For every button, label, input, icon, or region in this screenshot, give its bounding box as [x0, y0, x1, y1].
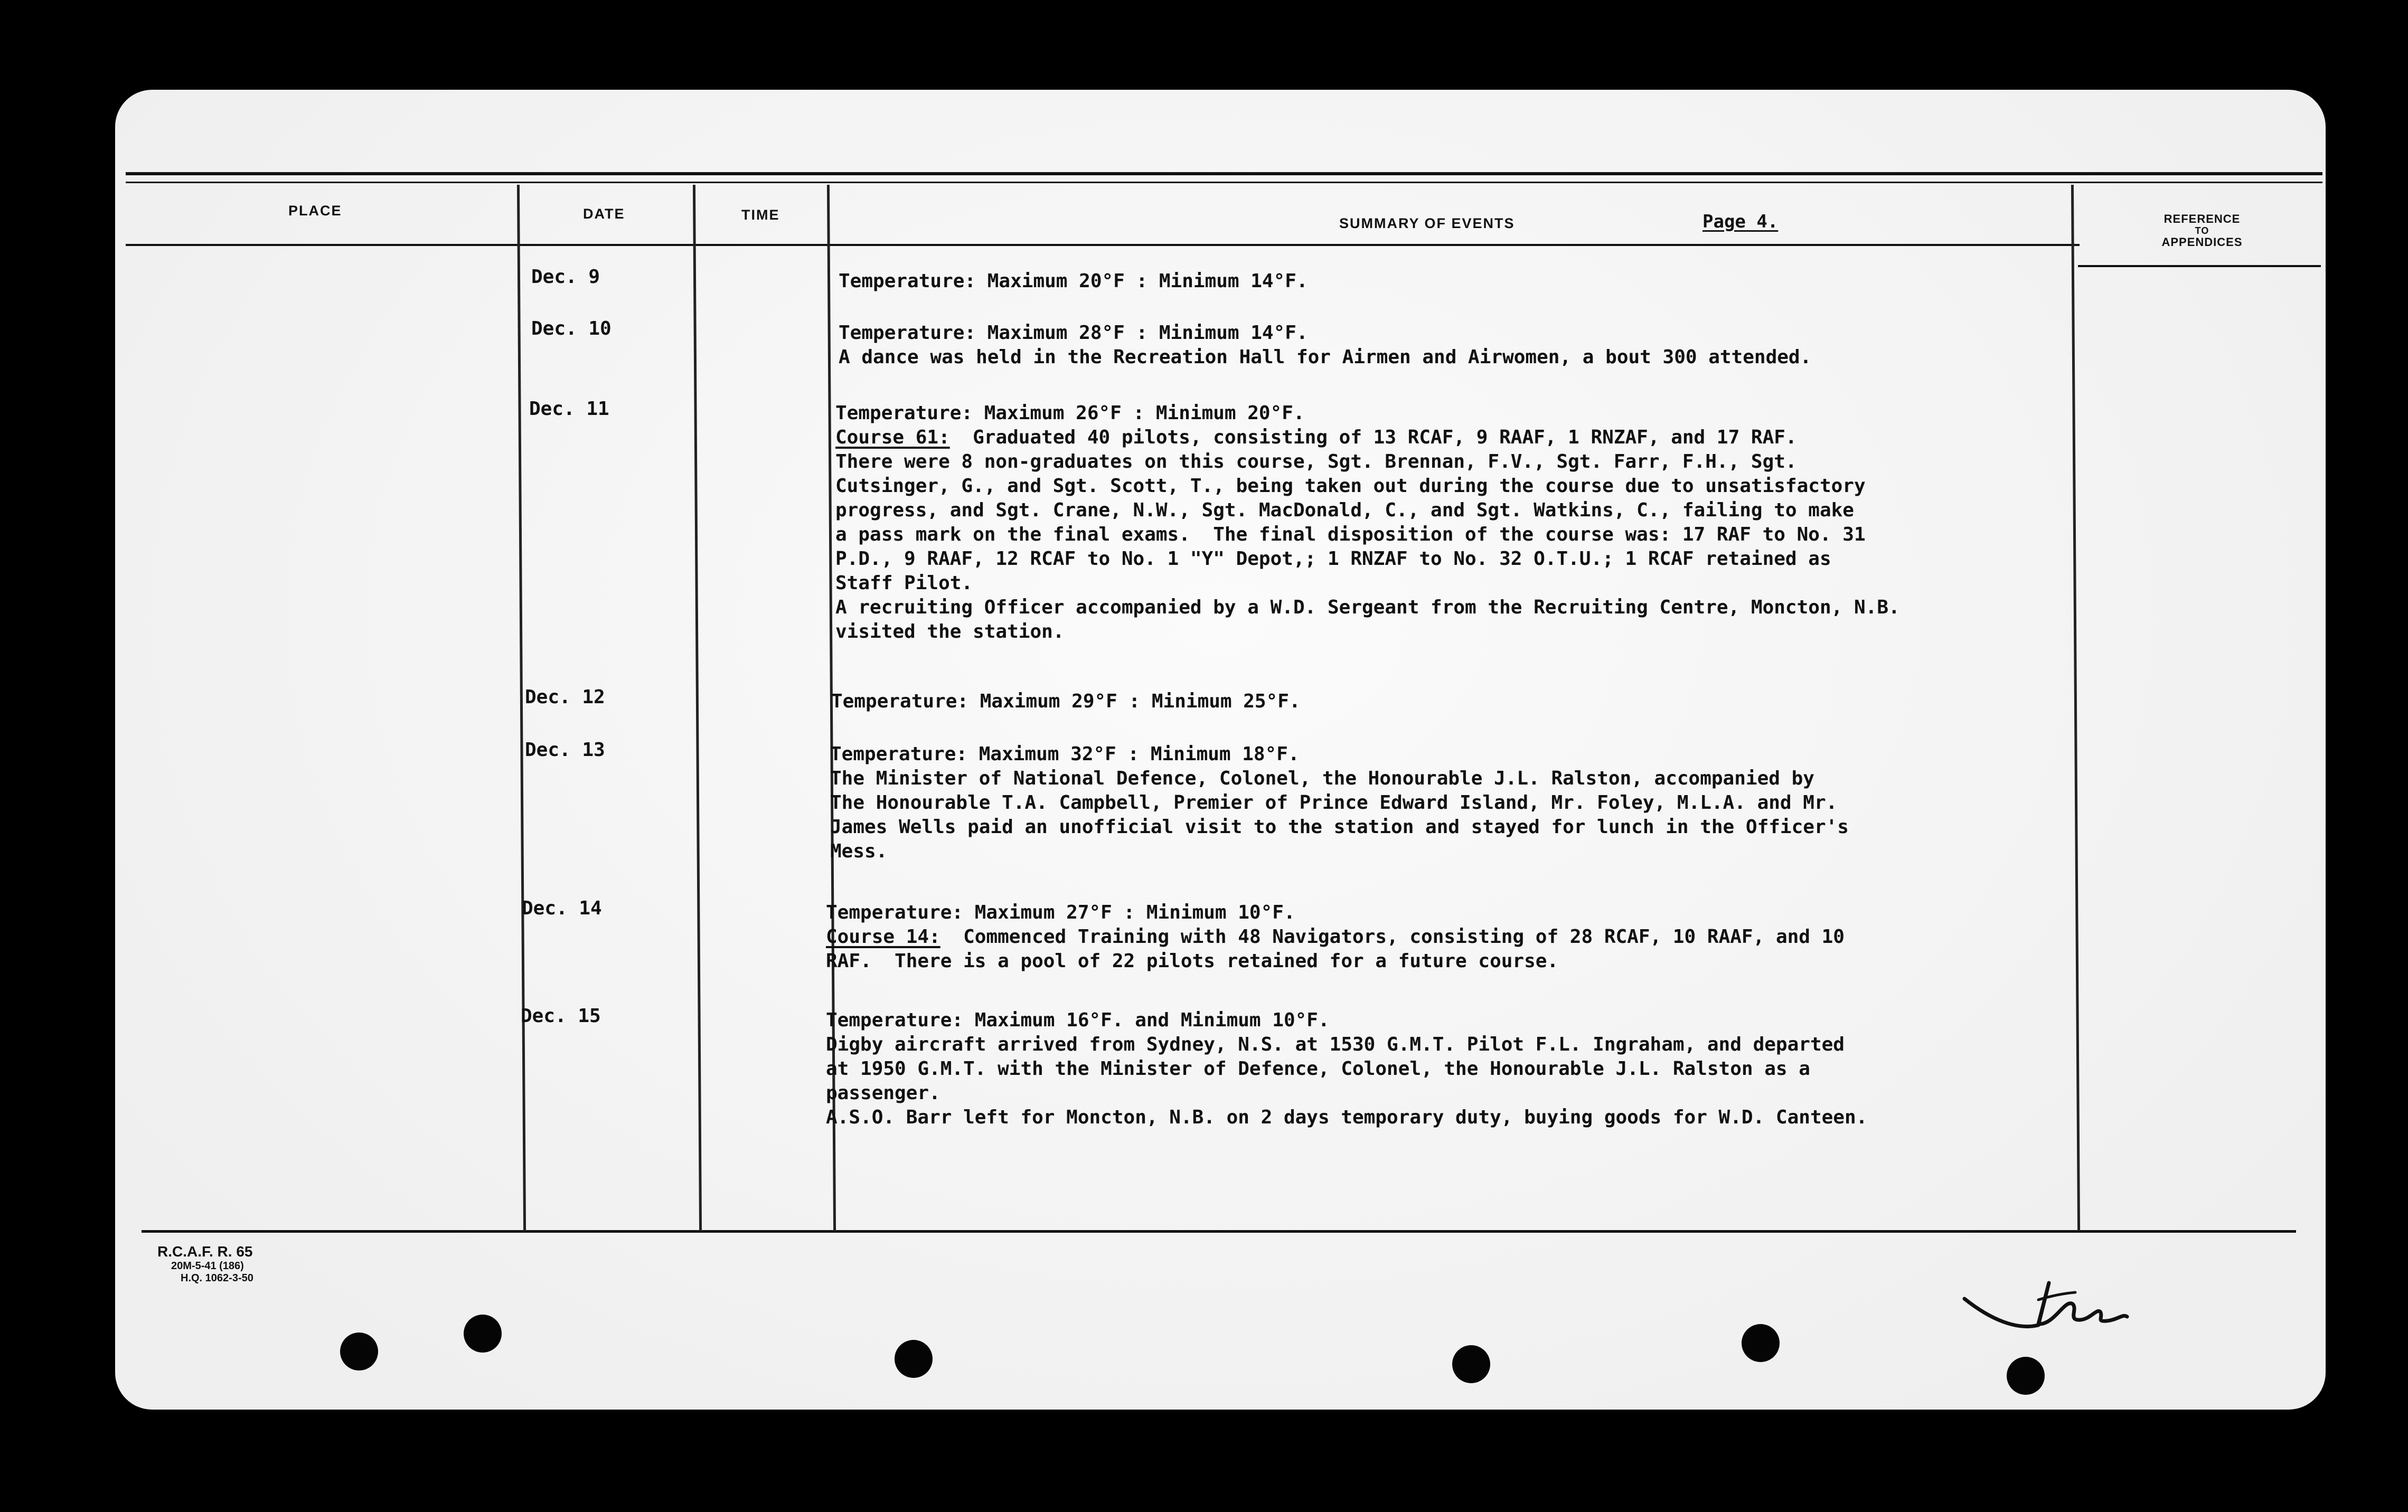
entry-line [826, 1008, 1867, 1033]
entry-text-segment: A dance was held in the Recreation Hall for Airmen and Airwomen, a bout 300 attended. [839, 346, 1812, 368]
entry-text [835, 401, 1900, 644]
entry-text [839, 321, 1811, 370]
punch-hole [1452, 1345, 1490, 1383]
entry-date: Dec. 11 [529, 398, 609, 420]
entry-text-segment: Temperature: Maximum 16°F. and Minimum 10°F. [826, 1009, 1330, 1031]
top-rule [126, 172, 2322, 175]
entry-line [835, 498, 1900, 523]
entry-date: Dec. 14 [522, 897, 602, 919]
entry-date: Dec. 13 [525, 739, 605, 761]
entry-text-segment: James Wells paid an unofficial visit to the station and stayed for lunch in the Officer's [830, 816, 1849, 838]
entry-text-segment: Temperature: Maximum 29°F : Minimum 25°F. [831, 691, 1301, 712]
entry-text-segment: at 1950 G.M.T. with the Minister of Defence, Colonel, the Honourable J.L. Ralston as a [826, 1058, 1810, 1080]
form-code [157, 1243, 253, 1284]
entry-text [839, 269, 1308, 294]
entry-text-segment: There were 8 non-graduates on this course, Sgt. Brennan, F.V., Sgt. Farr, F.H., Sgt. [835, 451, 1797, 472]
entry-text [826, 901, 1845, 974]
entry-line [830, 791, 1849, 815]
entry-line [830, 839, 1849, 864]
entry-text-segment: Temperature: Maximum 32°F : Minimum 18°F. [830, 743, 1300, 765]
top-rule-thin [126, 182, 2322, 183]
entry-line [826, 1105, 1867, 1130]
entry-date: Dec. 15 [521, 1005, 601, 1027]
entry-text-segment: progress, and Sgt. Crane, N.W., Sgt. MacDonald, C., and Sgt. Watkins, C., failing to make [835, 499, 1854, 521]
entry-line [826, 901, 1845, 925]
entry-line [839, 345, 1811, 370]
entry-line [835, 620, 1900, 644]
entry-text-segment: Cutsinger, G., and Sgt. Scott, T., being taken out during the course due to unsatisfactory [835, 475, 1866, 497]
entry-text-segment: Temperature: Maximum 20°F : Minimum 14°F. [839, 270, 1308, 292]
entry-line [826, 949, 1845, 974]
entry-text-segment: A recruiting Officer accompanied by a W.D. Sergeant from the Recruiting Centre, Moncton, N.B. [835, 597, 1900, 618]
entry-text-segment: Temperature: Maximum 26°F : Minimum 20°F. [835, 402, 1305, 424]
header-time: TIME [741, 207, 780, 223]
entry-date: Dec. 12 [525, 686, 605, 708]
hq-reference: H.Q. 1062-3-50 [181, 1272, 253, 1284]
entry-line [835, 401, 1900, 426]
entry-text-segment: Digby aircraft arrived from Sydney, N.S. at 1530 G.M.T. Pilot F.L. Ingraham, and departed [826, 1034, 1845, 1055]
bottom-rule [142, 1230, 2296, 1233]
course-label: Course 61: [835, 427, 950, 448]
punch-hole [340, 1333, 378, 1371]
punch-hole [2007, 1357, 2045, 1395]
entry-line [835, 474, 1900, 498]
entry-line [839, 269, 1308, 294]
entry-line [826, 1081, 1867, 1105]
header-reference-line-1: REFERENCE [2164, 212, 2241, 225]
entry-text-segment: visited the station. [835, 621, 1065, 642]
entry-text-segment: Commenced Training with 48 Navigators, consisting of 28 RCAF, 10 RAAF, and 10 [940, 926, 1845, 948]
entry-text-segment: Temperature: Maximum 27°F : Minimum 10°F. [826, 902, 1295, 923]
entry-text-segment: Staff Pilot. [835, 572, 973, 594]
entry-text-segment: The Honourable T.A. Campbell, Premier of Prince Edward Island, Mr. Foley, M.L.A. and Mr. [830, 792, 1838, 814]
entry-line [835, 571, 1900, 596]
punch-hole [464, 1315, 502, 1353]
entry-text-segment: Mess. [830, 840, 888, 862]
entry-line [835, 523, 1900, 547]
punch-hole [1742, 1324, 1780, 1362]
entry-line [826, 1057, 1867, 1081]
entry-line [826, 1033, 1867, 1057]
entry-line [835, 547, 1900, 571]
header-date: DATE [583, 206, 625, 222]
entry-text [826, 1008, 1867, 1130]
page-number: Page 4. [1702, 211, 1779, 232]
entry-text-segment: P.D., 9 RAAF, 12 RCAF to No. 1 "Y" Depot,; 1 RNZAF to No. 32 O.T.U.; 1 RCAF retained as [835, 548, 1831, 570]
punch-hole [895, 1340, 933, 1378]
entry-line [826, 925, 1845, 949]
entry-text [830, 742, 1849, 864]
header-rule [126, 244, 2080, 246]
entry-text-segment: RAF. There is a pool of 22 pilots retained for a future course. [826, 950, 1559, 972]
entry-date: Dec. 9 [531, 266, 600, 288]
entry-text-segment: The Minister of National Defence, Colonel, the Honourable J.L. Ralston, accompanied by [830, 768, 1814, 789]
entry-line [835, 426, 1900, 450]
entry-line [830, 815, 1849, 839]
header-place: PLACE [288, 203, 342, 219]
entry-date: Dec. 10 [531, 318, 612, 339]
entry-line [835, 596, 1900, 620]
signature-mark [1959, 1262, 2139, 1341]
entry-line [839, 321, 1811, 345]
course-label: Course 14: [826, 926, 940, 948]
entry-line [830, 767, 1849, 791]
entry-text-segment: a pass mark on the final exams. The final disposition of the course was: 17 RAF to No. 31 [835, 524, 1866, 545]
entry-text [831, 689, 1301, 714]
header-summary: SUMMARY OF EVENTS [1339, 215, 1515, 231]
entry-text-segment: Temperature: Maximum 28°F : Minimum 14°F. [839, 322, 1308, 344]
entry-text-segment: passenger. [826, 1082, 940, 1104]
entry-text-segment: A.S.O. Barr left for Moncton, N.B. on 2 days temporary duty, buying goods for W.D. Canteen. [826, 1107, 1868, 1128]
entry-text-segment: Graduated 40 pilots, consisting of 13 RCAF, 9 RAAF, 1 RNZAF, and 17 RAF. [949, 427, 1797, 448]
header-reference [2118, 213, 2287, 248]
form-number: R.C.A.F. R. 65 [157, 1243, 253, 1260]
header-rule-ref [2078, 265, 2321, 267]
print-run: 20M-5-41 (186) [171, 1260, 244, 1272]
header-reference-line-3: APPENDICES [2161, 235, 2243, 249]
entry-line [830, 742, 1849, 767]
entry-line [835, 450, 1900, 474]
header-reference-line-2: TO [2195, 225, 2209, 236]
entry-line [831, 689, 1301, 714]
